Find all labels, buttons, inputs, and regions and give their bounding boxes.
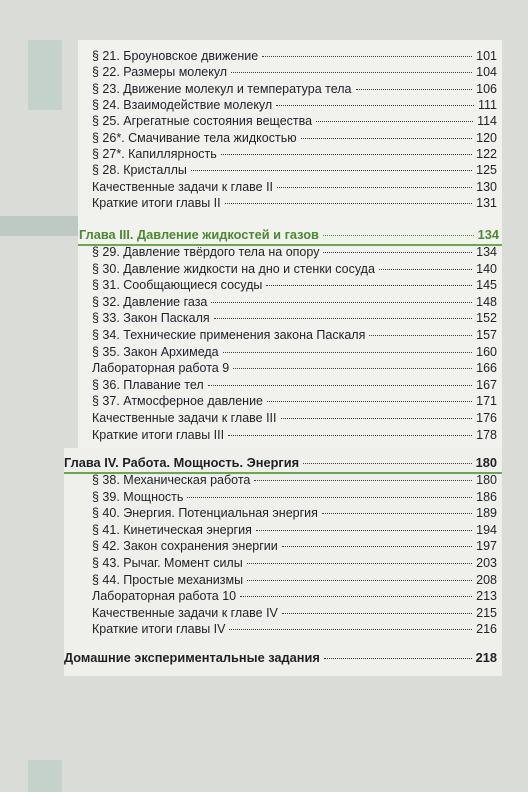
dot-leader [231,72,472,73]
toc-entry-title: Краткие итоги главы II [92,196,221,211]
toc-entry-title: § 38. Механическая работа [92,473,251,487]
toc-entry-title: § 21. Броуновское движение [92,49,259,63]
toc-entry-title: Качественные задачи к главе III [92,411,277,425]
toc-entry-title: § 41. Кинетическая энергия [92,522,252,537]
toc-entry-title: § 39. Мощность [92,489,184,504]
toc-entry-title: Качественные задачи к главе II [92,179,274,194]
dot-leader [266,285,472,286]
dot-leader [262,56,472,57]
dot-leader [254,480,472,481]
toc-entry-page: 125 [476,163,497,178]
dot-leader [303,463,472,464]
dot-leader [322,513,472,514]
toc-entry-page: 106 [476,81,497,96]
dot-leader [187,497,472,498]
toc-entry-title: § 34. Технические применения закона Паскаля [92,328,366,342]
toc-entry-title: § 23. Движение молекул и температура тела [92,81,352,96]
toc-entry-page: 157 [476,328,497,342]
toc-entry-page: 148 [476,294,497,309]
toc-entry-page: 134 [476,245,497,259]
toc-entry[interactable] [92,97,497,115]
toc-entry[interactable] [92,81,497,99]
toc-entry-title: § 26*. Смачивание тела жидкостью [92,130,297,145]
toc-entry-title: § 28. Кристаллы [92,163,187,178]
dot-leader [208,385,472,386]
toc-entry-page: 186 [476,489,497,504]
toc-entry[interactable] [92,572,497,590]
toc-entry[interactable] [92,505,497,523]
dot-leader [214,318,472,319]
dot-leader [323,252,472,253]
toc-entry-page: 160 [476,344,497,359]
dot-leader [247,563,472,564]
toc-entry-page: 180 [475,455,497,470]
toc-entry-title: § 37. Атмосферное давление [92,394,264,409]
dot-leader [369,335,472,336]
toc-entry[interactable] [92,64,497,82]
toc-entry[interactable] [92,538,497,556]
toc-entry-page: 171 [476,394,497,409]
toc-entry-page: 104 [476,65,497,80]
toc-entry-page: 101 [476,49,497,63]
toc-entry[interactable] [92,360,497,378]
toc-entry[interactable] [92,277,497,295]
dot-leader [228,435,472,436]
toc-entry[interactable] [92,48,497,66]
page-edge-tab [28,40,62,110]
toc-entry[interactable] [92,605,497,623]
toc-entry[interactable] [92,344,497,362]
chapter-heading[interactable] [79,227,499,245]
dot-leader [191,170,472,171]
dot-leader [221,154,472,155]
dot-leader [256,530,472,531]
toc-entry-page: 120 [476,130,497,145]
toc-entry-title: § 43. Рычаг. Момент силы [92,556,243,570]
toc-entry-page: 180 [476,473,497,487]
toc-entry-title: § 42. Закон сохранения энергии [92,539,278,554]
toc-entry-title: Краткие итоги главы III [92,427,225,442]
toc-entry[interactable] [92,244,497,262]
dot-leader [277,187,472,188]
dot-leader [282,546,472,547]
toc-entry[interactable] [92,621,497,639]
toc-entry[interactable] [92,113,497,131]
dot-leader [229,629,472,630]
toc-entry-page: 176 [476,411,497,425]
toc-entry-page: 208 [476,572,497,587]
page-edge-tab [28,760,62,792]
toc-entry-page: 122 [476,147,497,162]
toc-entry[interactable] [92,294,497,312]
toc-entry-title: Качественные задачи к главе IV [92,605,278,620]
dot-leader [211,302,472,303]
toc-entry-page: 203 [476,556,497,570]
toc-entry-page: 166 [476,361,497,376]
toc-entry-page: 130 [476,179,497,194]
toc-entry-title: Домашние экспериментальные задания [64,650,320,665]
toc-entry-title: § 27*. Капиллярность [92,147,217,162]
dot-leader [301,138,473,139]
toc-entry-title: § 35. Закон Архимеда [92,344,219,359]
dot-leader [233,368,472,369]
toc-entry[interactable] [92,472,497,490]
dot-leader [282,613,472,614]
toc-entry-page: 213 [476,589,497,604]
dot-leader [223,352,473,353]
toc-entry-title: § 33. Закон Паскаля [92,311,210,326]
dot-leader [379,269,472,270]
toc-entry-title: § 25. Агрегатные состояния вещества [92,114,313,129]
dot-leader [267,401,472,402]
toc-entry-title: Краткие итоги главы IV [92,622,226,637]
toc-entry-page: 134 [477,227,499,242]
dot-leader [240,596,472,597]
toc-entry[interactable] [92,162,497,180]
toc-entry-page: 131 [476,196,497,211]
toc-entry-title: § 40. Энергия. Потенциальная энергия [92,506,318,521]
toc-entry[interactable] [92,310,497,328]
toc-entry[interactable] [92,195,497,213]
toc-entry[interactable] [92,179,497,197]
toc-entry-title: Глава IV. Работа. Мощность. Энергия [64,455,300,470]
toc-entry-title: Лабораторная работа 9 [92,361,230,376]
dot-leader [276,105,474,106]
toc-entry-page: 218 [475,650,497,665]
dot-leader [281,418,473,419]
toc-entry-page: 194 [476,522,497,537]
toc-entry[interactable] [92,427,497,445]
dot-leader [247,580,472,581]
toc-entry[interactable] [92,393,497,411]
dot-leader [324,658,472,659]
toc-entry-page: 114 [477,114,497,129]
toc-entry[interactable] [92,522,497,540]
toc-entry-page: 167 [476,377,497,392]
toc-entry[interactable] [92,146,497,164]
toc-entry[interactable] [92,489,497,507]
toc-entry-page: 189 [476,506,497,521]
toc-entry[interactable] [92,261,497,279]
toc-entry-page: 178 [476,427,497,442]
toc-entry-page: 197 [476,539,497,554]
dot-leader [356,89,473,90]
toc-entry-title: § 22. Размеры молекул [92,65,228,80]
toc-entry[interactable] [92,588,497,606]
bleed-through-band [0,216,78,236]
chapter-heading[interactable] [64,455,497,473]
dot-leader [323,235,474,236]
toc-entry[interactable] [92,327,497,345]
toc-entry-page: 215 [476,605,497,620]
toc-entry[interactable] [92,377,497,395]
toc-entry-home-tasks[interactable] [64,650,497,668]
toc-entry[interactable] [92,410,497,428]
toc-entry-page: 111 [477,98,497,113]
toc-entry-title: § 29. Давление твёрдого тела на опору [92,245,320,259]
dot-leader [316,121,473,122]
toc-entry-title: § 36. Плавание тел [92,377,204,392]
toc-entry-page: 216 [476,622,497,637]
toc-entry-title: § 31. Сообщающиеся сосуды [92,278,263,293]
toc-entry-page: 145 [476,278,497,293]
toc-entry-title: Лабораторная работа 10 [92,589,237,604]
toc-entry-page: 140 [476,261,497,276]
toc-entry[interactable] [92,130,497,148]
toc-entry-title: § 44. Простые механизмы [92,572,244,587]
toc-entry-title: § 32. Давление газа [92,294,208,309]
toc-entry-title: § 30. Давление жидкости на дно и стенки сосуда [92,261,375,276]
toc-entry-page: 152 [476,311,497,326]
toc-entry-title: Глава III. Давление жидкостей и газов [79,227,319,242]
toc-entry[interactable] [92,555,497,573]
dot-leader [225,203,473,204]
toc-entry-title: § 24. Взаимодействие молекул [92,98,273,113]
